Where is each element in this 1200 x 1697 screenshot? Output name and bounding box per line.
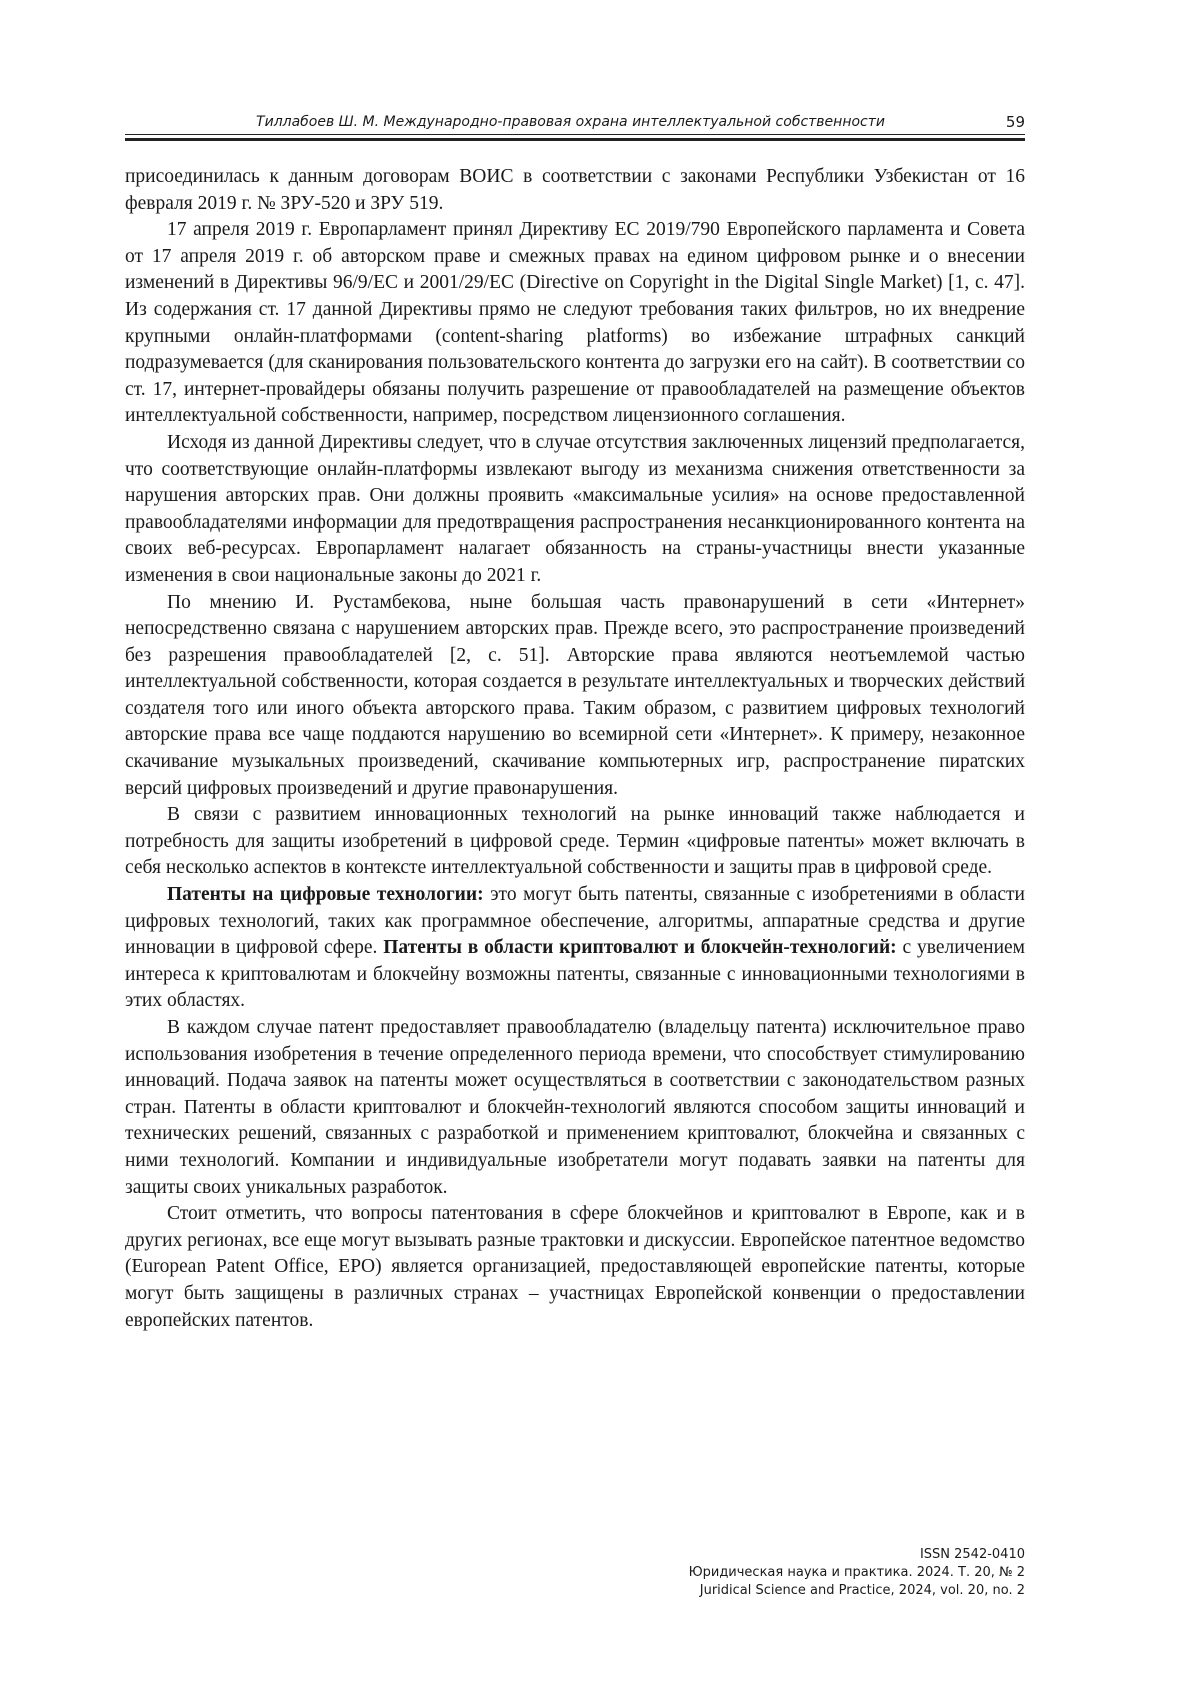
- paragraph-text: это могут быть патенты, связанные с изобретениями в области цифровых технологий, таких как программное обеспечение, алгоритмы, аппаратные средства и другие инновации в цифровой сфере.: [125, 884, 1025, 959]
- paragraph: присоединилась к данным договорам ВОИС в соответствии с законами Республики Узбекистан от 16 февраля 2019 г. № ЗРУ-520 и ЗРУ 519.: [125, 166, 1025, 214]
- page-number: 59: [1005, 113, 1025, 131]
- paragraph: В связи с развитием инновационных технологий на рынке инноваций также наблюдается и потребность для защиты изобретений в цифровой среде. Термин «цифровые патенты» может включать в себя несколько аспектов в контексте интеллектуальной собственности и защиты прав в цифровой среде.: [125, 804, 1025, 879]
- journal-citation-en: Juridical Science and Practice, 2024, vol. 20, no. 2: [699, 1583, 1025, 1598]
- journal-footer: [689, 1546, 1025, 1600]
- running-header: [125, 112, 1025, 134]
- header-rule-thick: [125, 138, 1025, 141]
- bold-term: Патенты в области криптовалют и блокчейн-технологий:: [383, 937, 897, 959]
- paragraph: По мнению И. Рустамбекова, ныне большая часть правонарушений в сети «Интернет» непосредственно связана с нарушением авторских прав. Прежде всего, это распространение произведений без разрешения правообладателей [2, с. 51]. Авторские права являются неотъемлемой частью интеллектуальной собственности, которая создается в результате интеллектуальных и творческих действий создателя того или иного объекта авторского права. Таким образом, с развитием цифровых технологий авторские права все чаще поддаются нарушению во всемирной сети «Интернет». К примеру, незаконное скачивание музыкальных произведений, скачивание компьютерных игр, распространение пиратских версий цифровых произведений и другие правонарушения.: [125, 591, 1025, 799]
- paragraph: Стоит отметить, что вопросы патентования в сфере блокчейнов и криптовалют в Европе, как и в других регионах, все еще могут вызывать разные трактовки и дискуссии. Европейское патентное ведомство (European Patent Office, EPO) является организацией, предоставляющей европейские патенты, которые могут быть защищены в различных странах – участницах Европейской конвенции о предоставлении европейских патентов.: [125, 1203, 1025, 1331]
- paragraph-text: с увеличением интереса к криптовалютам и блокчейну возможны патенты, связанные с инновационными технологиями в этих областях.: [125, 937, 1026, 1012]
- running-title: Тиллабоев Ш. М. Международно-правовая охрана интеллектуальной собственности: [256, 114, 885, 130]
- paragraph: Исходя из данной Директивы следует, что в случае отсутствия заключенных лицензий предполагается, что соответствующие онлайн-платформы извлекают выгоду из механизма снижения ответственности за нарушения авторских прав. Они должны проявить «максимальные усилия» на основе предоставленной правообладателями информации для предотвращения распространения несанкционированного контента на своих веб-ресурсах. Европарламент налагает обязанность на страны-участницы внести указанные изменения в свои национальные законы до 2021 г.: [125, 431, 1025, 586]
- issn: ISSN 2542-0410: [919, 1547, 1025, 1562]
- paragraph-digital-patents: [125, 882, 1025, 1015]
- paragraph: В каждом случае патент предоставляет правообладателю (владельцу патента) исключительное право использования изобретения в течение определенного периода времени, что способствует стимулированию инноваций. Подача заявок на патенты может осуществляться в соответствии с законодательством разных стран. Патенты в области криптовалют и блокчейн-технологий являются способом защиты инноваций и технических решений, связанных с разработкой и применением криптовалют, блокчейна и связанных с ними технологий. Компании и индивидуальные изобретатели могут подавать заявки на патенты для защиты своих уникальных разработок.: [125, 1017, 1025, 1198]
- header-rule-thin: [125, 134, 1025, 135]
- journal-citation-ru: Юридическая наука и практика. 2024. Т. 20, № 2: [688, 1565, 1025, 1580]
- article-body: [125, 164, 1025, 1334]
- bold-term: Патенты на цифровые технологии:: [167, 884, 484, 906]
- paragraph: 17 апреля 2019 г. Европарламент принял Директиву ЕС 2019/790 Европейского парламента и Совета от 17 апреля 2019 г. об авторском праве и смежных правах на едином цифровом рынке и о внесении изменений в Директивы 96/9/ЕС и 2001/29/ЕС (Directive on Copyright in the Digital Single Market) [1, с. 47]. Из содержания ст. 17 данной Директивы прямо не следуют требования таких фильтров, но их внедрение крупными онлайн-платформами (content-sharing platforms) во избежание штрафных санкций подразумевается (для сканирования пользовательского контента до загрузки его на сайт). В соответствии со ст. 17, интернет-провайдеры обязаны получить разрешение от правообладателей на размещение объектов интеллектуальной собственности, например, посредством лицензионного соглашения.: [125, 219, 1025, 427]
